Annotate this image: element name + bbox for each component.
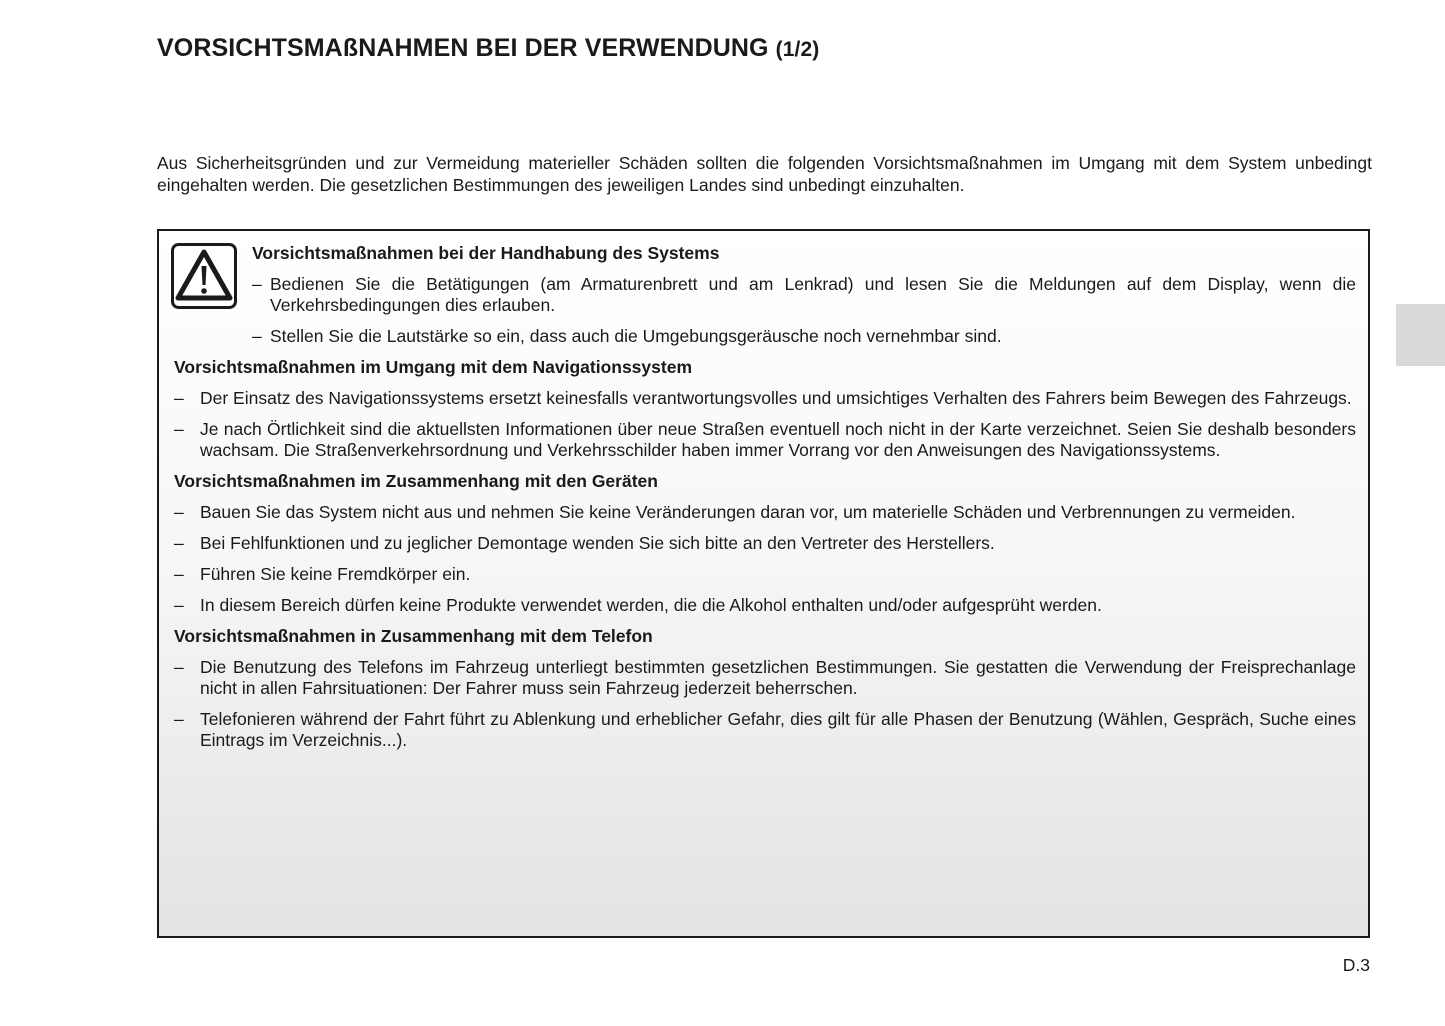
bullet-dash: –: [174, 419, 184, 439]
section-system-handling: [174, 243, 1356, 347]
section-heading: Vorsichtsmaßnahmen im Umgang mit dem Navigationssystem: [174, 357, 693, 377]
bullet-dash: –: [174, 388, 184, 408]
section-navigation: [174, 357, 1356, 461]
bullet-dash: –: [174, 709, 184, 729]
page-title-text: VORSICHTSMAßNAHMEN BEI DER VERWENDUNG: [157, 34, 769, 62]
bullet-dash: –: [174, 657, 184, 677]
section-tab-marker: [1396, 304, 1445, 366]
list-item-text: Bei Fehlfunktionen und zu jeglicher Demontage wenden Sie sich bitte an den Vertreter des Herstellers.: [200, 533, 995, 553]
list-item: [174, 595, 1356, 616]
list-item: [174, 533, 1356, 554]
list-item: [174, 657, 1356, 699]
bullet-dash: –: [252, 274, 262, 294]
page-title: [157, 34, 819, 63]
list-item: [252, 274, 1356, 316]
list-item: [252, 326, 1356, 347]
page-number: D.3: [1342, 955, 1370, 975]
section-telephone: [174, 626, 1356, 751]
section-heading: Vorsichtsmaßnahmen in Zusammenhang mit dem Telefon: [174, 626, 653, 646]
list-item: [174, 502, 1356, 523]
list-item: [174, 388, 1356, 409]
list-item-text: Telefonieren während der Fahrt führt zu Ablenkung und erheblicher Gefahr, dies gilt für alle Phasen der Benutzung (Wählen, Gespräch, Suche eines Eintrags im Verzeichnis...).: [200, 709, 1356, 750]
list-item: [174, 419, 1356, 461]
list-item-text: Die Benutzung des Telefons im Fahrzeug unterliegt bestimmten gesetzlichen Bestimmungen. Sie gestatten die Verwendung der Freisprechanlage nicht in allen Fahrsituationen: Der Fahrer muss sein Fahrzeug jederzeit beherrschen.: [200, 657, 1356, 698]
list-item-text: In diesem Bereich dürfen keine Produkte verwendet werden, die die Alkohol enthalten und/oder aufgesprüht werden.: [200, 595, 1102, 615]
bullet-dash: –: [252, 326, 262, 346]
bullet-dash: –: [174, 533, 184, 553]
section-heading: Vorsichtsmaßnahmen im Zusammenhang mit den Geräten: [174, 471, 658, 491]
list-item-text: Der Einsatz des Navigationssystems ersetzt keinesfalls verantwortungsvolles und umsichtiges Verhalten des Fahrers beim Bewegen des Fahrzeugs.: [200, 388, 1352, 408]
list-item-text: Je nach Örtlichkeit sind die aktuellsten Informationen über neue Straßen eventuell noch nicht in der Karte verzeichnet. Seien Sie deshalb besonders wachsam. Die Straßenverkehrsordnung und Verkehrsschilder haben immer Vorrang vor den Anweisungen des Navigationssystems.: [200, 419, 1356, 460]
list-item: [174, 564, 1356, 585]
bullet-dash: –: [174, 502, 184, 522]
warning-box: [157, 229, 1370, 938]
intro-paragraph: Aus Sicherheitsgründen und zur Vermeidung materieller Schäden sollten die folgenden Vorsichtsmaßnahmen im Umgang mit dem System unbedingt eingehalten werden. Die gesetzlichen Bestimmungen des jeweiligen Landes sind unbedingt einzuhalten.: [157, 153, 1372, 195]
bullet-dash: –: [174, 595, 184, 615]
list-item-text: Bedienen Sie die Betätigungen (am Armaturenbrett und am Lenkrad) und lesen Sie die Meldungen auf dem Display, wenn die Verkehrsbedingungen dies erlauben.: [270, 274, 1356, 315]
page-title-part: (1/2): [775, 38, 820, 61]
warning-content: [174, 243, 1356, 761]
section-heading: Vorsichtsmaßnahmen bei der Handhabung des Systems: [252, 243, 720, 263]
section-devices: [174, 471, 1356, 616]
list-item-text: Bauen Sie das System nicht aus und nehmen Sie keine Veränderungen daran vor, um materielle Schäden und Verbrennungen zu vermeiden.: [200, 502, 1296, 522]
list-item-text: Führen Sie keine Fremdkörper ein.: [200, 564, 471, 584]
bullet-dash: –: [174, 564, 184, 584]
list-item: [174, 709, 1356, 751]
list-item-text: Stellen Sie die Lautstärke so ein, dass auch die Umgebungsgeräusche noch vernehmbar sind.: [270, 326, 1002, 346]
